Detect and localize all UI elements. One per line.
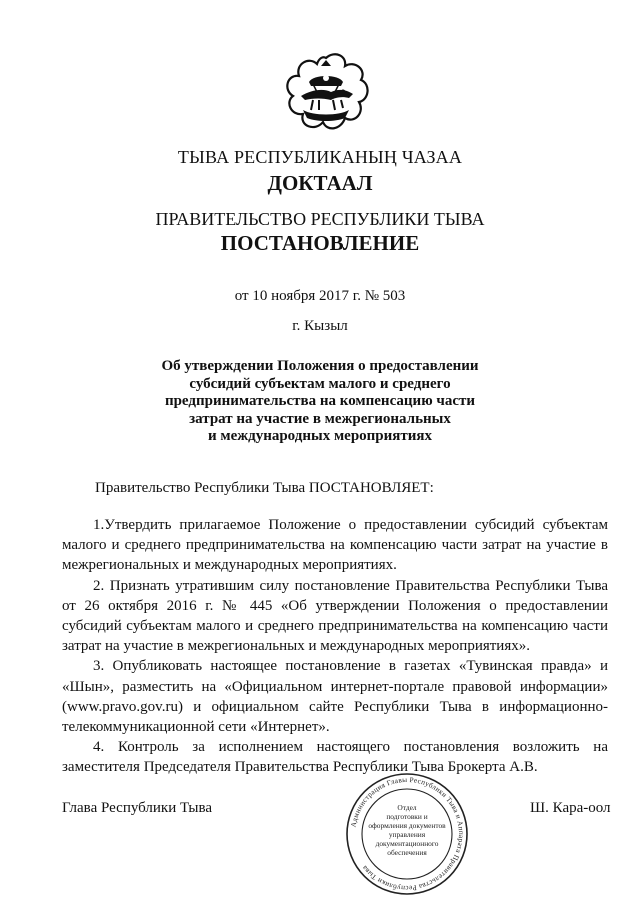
signatory-position: Глава Республики Тыва bbox=[62, 800, 213, 816]
subject-line: затрат на участие в межрегиональных bbox=[189, 410, 451, 427]
subject-heading bbox=[0, 358, 640, 446]
republic-title-tuvan: ТЫВА РЕСПУБЛИКАНЫҢ ЧАЗАА bbox=[177, 147, 463, 167]
signatory-name: Ш. Кара-оол bbox=[530, 800, 611, 816]
city-name: г. Кызыл bbox=[292, 318, 348, 334]
seal-center-line: оформления документов bbox=[368, 821, 446, 830]
subject-line: и международных мероприятиях bbox=[207, 428, 433, 444]
subject-line: Об утверждении Положения о предоставлении bbox=[161, 358, 479, 374]
government-title: ПРАВИТЕЛЬСТВО РЕСПУБЛИКИ ТЫВА bbox=[155, 209, 485, 229]
decree-body bbox=[62, 515, 608, 778]
seal-center-line: обеспечения bbox=[387, 848, 427, 857]
paragraph-2: 2. Признать утратившим силу постановление Правительства Республики Тыва от 26 октября 2016 г. № 445 «Об утверждении Положения о предоставлении субсидий субъектам малого и среднего предпринимательства на компенсацию части затрат на участие в межрегиональных и международных мероприятиях». bbox=[62, 577, 608, 655]
seal-center-line: подготовки и bbox=[386, 812, 428, 821]
seal-center-line: документационного bbox=[375, 839, 439, 848]
official-seal-stamp bbox=[337, 772, 477, 896]
doc-type-tuvan: ДОКТААЛ bbox=[267, 171, 373, 195]
paragraph-1: 1.Утвердить прилагаемое Положение о предоставлении субсидий субъектам малого и среднего предпринимательства на компенсацию части затрат на участие в межрегиональных и международных мероприятиях. bbox=[62, 517, 608, 574]
doc-type-title: ПОСТАНОВЛЕНИЕ bbox=[220, 231, 420, 255]
tuva-coat-of-arms-icon bbox=[283, 52, 369, 134]
paragraph-3: 3. Опубликовать настоящее постановление в газетах «Тувинская правда» и «Шын», разместить на «Официальном интернет-портале правовой информации» (www.pravo.gov.ru) и официальном сайте Республики Тыва в информационно-телекоммуникационной сети «Интернет». bbox=[62, 658, 608, 736]
paragraph-4: 4. Контроль за исполнением настоящего постановления возложить на заместителя Председателя Правительства Республики Тыва Брокерта А.В. bbox=[62, 739, 608, 776]
decree-statement: Правительство Республики Тыва ПОСТАНОВЛЯЕТ: bbox=[95, 480, 434, 496]
seal-ring-text: Администрация Главы Республики Тыва и Аппарата Правительства Республики Тыва bbox=[349, 775, 466, 893]
subject-line: субсидий субъектам малого и среднего bbox=[189, 375, 451, 392]
seal-center-line: управления bbox=[388, 830, 426, 839]
date-and-number: от 10 ноября 2017 г. № 503 bbox=[234, 288, 406, 304]
subject-line: предпринимательства на компенсацию части bbox=[164, 393, 476, 409]
seal-center-line: Отдел bbox=[397, 803, 417, 812]
